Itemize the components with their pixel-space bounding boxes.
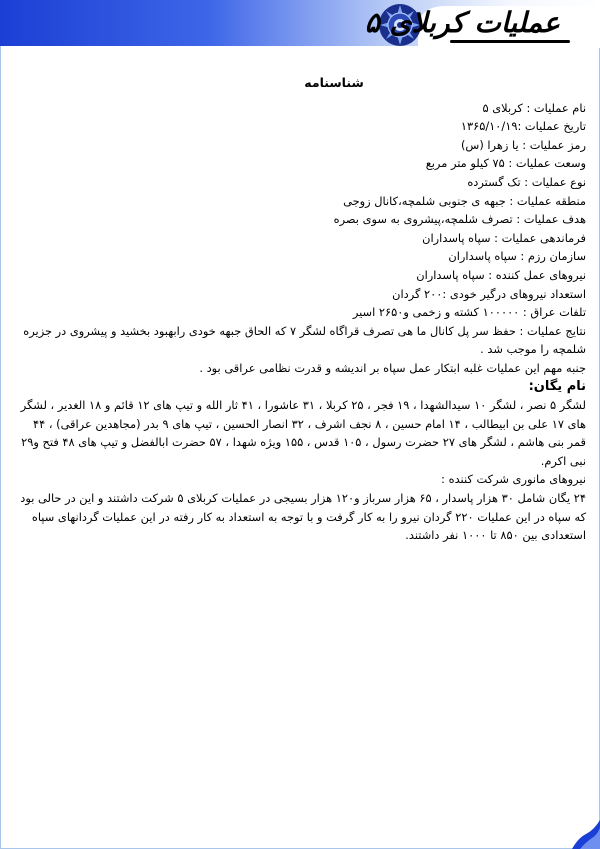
- info-line: فرماندهی عملیات : سپاه پاسداران: [422, 230, 586, 245]
- units-heading: نام یگان:: [528, 378, 586, 394]
- info-line: استعداد نیروهای درگیر خودی :۲۰۰ گردان: [392, 286, 586, 301]
- maneuver-paragraph: ۲۴ یگان شامل ۳۰ هزار پاسدار ، ۶۵ هزار سرباز و۱۲۰ هزار بسیجی در عملیات کربلای ۵ شرکت داشتند و این در حالی بود که سپاه در این عملیات ۲۲۰ گردان نیرو را به کار گرفت و با توجه به استعداد به کار رفته در این عملیات گردانهای سپاه استعدادی بین ۸۵۰ تا ۱۰۰۰ نفر داشتند.: [20, 491, 586, 543]
- info-line: سازمان رزم : سپاه پاسداران: [448, 249, 586, 264]
- page-title: عملیات کربلای ۵: [364, 6, 560, 39]
- corner-ornament-icon: [572, 820, 600, 849]
- info-line: نوع عملیات : تک گسترده: [467, 174, 586, 189]
- info-line: وسعت عملیات : ۷۵ کیلو متر مربع: [425, 156, 586, 171]
- info-line: نام عملیات : کربلای ۵: [482, 100, 586, 115]
- document-body: [12, 74, 586, 545]
- results-paragraph: نتایج عملیات : حفظ سر پل کانال ما هی تصرف قراگاه لشگر ۷ که الحاق جبهه خودی رابهبود بخشید و پیشروی در جزیره شلمچه را موجب شد .: [23, 323, 586, 357]
- info-line: رمز عملیات : یا زهرا (س): [460, 137, 586, 152]
- units-paragraph: لشگر ۵ نصر ، لشگر ۱۰ سیدالشهدا ، ۱۹ فجر ، ۲۵ کربلا ، ۳۱ عاشورا ، ۴۱ ثار الله و تیپ های ۱۲ قائم و ۱۸ الغدیر ، لشگر های ۱۷ علی بن ابیطالب ، ۱۴ امام حسین ، ۸ نجف اشرف ، ۳۲ انصار الحسین ، تیپ های ۹ بدر (مجاهدین عراقی) ، ۴۴ قمر بنی هاشم ، لشگر های ۲۷ حضرت رسول ، ۱۰۵ قدس ، ۱۵۵ ویژه شهدا ، ۵۷ حضرت ابالفضل و تیپ های ۴۸ فتح و۲۹ نبی اکرم.: [20, 398, 586, 468]
- info-line: منطقه عملیات : جبهه ی جنوبی شلمچه،کانال زوجی: [343, 193, 586, 208]
- title-underline: [450, 40, 570, 43]
- info-line: هدف عملیات : تصرف شلمچه،پیشروی به سوی بصره: [333, 212, 586, 227]
- aspect-paragraph: جنبه مهم این عملیات غلبه ابتکار عمل سپاه بر اندیشه و قدرت نظامی عراقی بود .: [199, 360, 586, 375]
- info-line: تلفات عراق : ۱۰۰۰۰۰ کشته و زخمی و۲۶۵۰ اسیر: [352, 305, 586, 320]
- info-line: تاریخ عملیات :۱۳۶۵/۱۰/۱۹: [460, 119, 586, 134]
- info-line: نیروهای عمل کننده : سپاه پاسداران: [416, 267, 586, 282]
- maneuver-heading: نیروهای مانوری شرکت کننده :: [441, 472, 586, 487]
- identity-heading: شناسنامه: [304, 75, 364, 90]
